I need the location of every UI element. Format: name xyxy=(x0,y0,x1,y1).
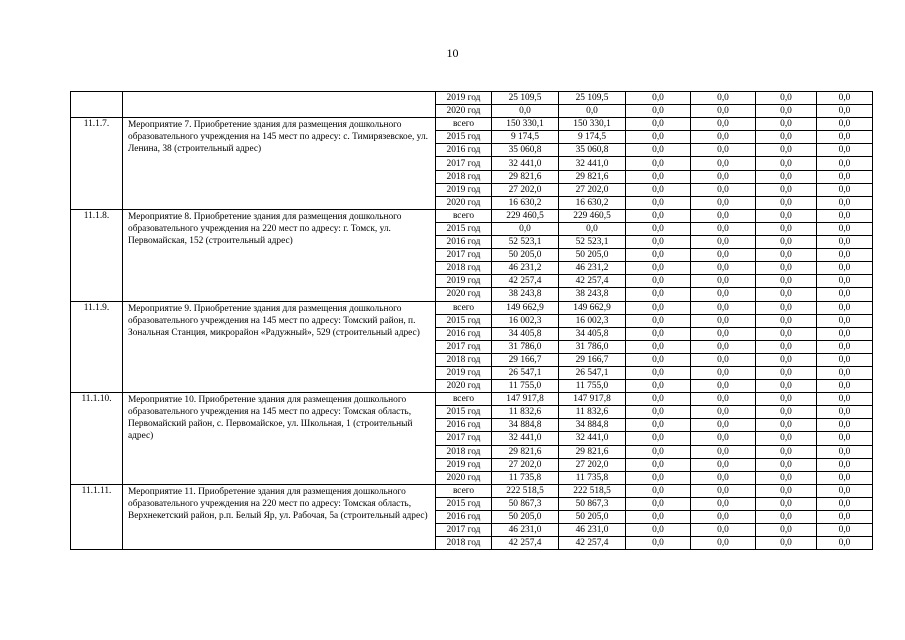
amount-cell: 32 441,0 xyxy=(492,432,559,445)
amount-cell: 0,0 xyxy=(691,366,756,379)
amount-cell: 0,0 xyxy=(756,262,817,275)
amount-cell: 16 630,2 xyxy=(559,196,626,209)
amount-cell: 52 523,1 xyxy=(559,236,626,249)
amount-cell: 0,0 xyxy=(626,275,691,288)
amount-cell: 27 202,0 xyxy=(492,183,559,196)
amount-cell: 34 405,8 xyxy=(492,327,559,340)
amount-cell: 31 786,0 xyxy=(492,340,559,353)
table-row xyxy=(71,484,873,497)
amount-cell: 0,0 xyxy=(626,92,691,105)
amount-cell: 0,0 xyxy=(626,406,691,419)
amount-cell: 0,0 xyxy=(817,471,873,484)
amount-cell: 147 917,8 xyxy=(492,393,559,406)
amount-cell: 229 460,5 xyxy=(559,209,626,222)
measure-code: 11.1.7. xyxy=(71,118,123,210)
amount-cell: 0,0 xyxy=(817,288,873,301)
amount-cell: 29 821,6 xyxy=(559,170,626,183)
amount-cell: 0,0 xyxy=(817,406,873,419)
table-row xyxy=(71,209,873,222)
period-cell: 2015 год xyxy=(436,131,492,144)
amount-cell: 222 518,5 xyxy=(492,484,559,497)
amount-cell: 0,0 xyxy=(756,301,817,314)
amount-cell: 0,0 xyxy=(756,275,817,288)
amount-cell: 46 231,0 xyxy=(492,524,559,537)
measure-code xyxy=(71,92,123,118)
amount-cell: 0,0 xyxy=(691,144,756,157)
amount-cell: 0,0 xyxy=(817,262,873,275)
amount-cell: 35 060,8 xyxy=(492,144,559,157)
amount-cell: 222 518,5 xyxy=(559,484,626,497)
amount-cell: 0,0 xyxy=(626,432,691,445)
amount-cell: 0,0 xyxy=(756,432,817,445)
period-cell: 2019 год xyxy=(436,275,492,288)
period-cell: 2020 год xyxy=(436,105,492,118)
amount-cell: 0,0 xyxy=(817,183,873,196)
measure-description: Мероприятие 7. Приобретение здания для размещения дошкольного образовательного учреждения на 145 мест по адресу: с. Тимирязевское, ул. Ленина, 38 (строительный адрес) xyxy=(123,118,436,210)
amount-cell: 42 257,4 xyxy=(559,537,626,550)
measure-description: Мероприятие 8. Приобретение здания для размещения дошкольного образовательного учреждения на 220 мест по адресу: г. Томск, ул. Первомайская, 152 (строительный адрес) xyxy=(123,209,436,301)
period-cell: 2018 год xyxy=(436,353,492,366)
amount-cell: 0,0 xyxy=(817,196,873,209)
period-cell: 2019 год xyxy=(436,92,492,105)
amount-cell: 0,0 xyxy=(817,105,873,118)
amount-cell: 9 174,5 xyxy=(492,131,559,144)
amount-cell: 50 205,0 xyxy=(559,511,626,524)
amount-cell: 0,0 xyxy=(817,170,873,183)
amount-cell: 0,0 xyxy=(817,209,873,222)
amount-cell: 0,0 xyxy=(559,222,626,235)
funding-table xyxy=(70,91,873,550)
table-row xyxy=(71,301,873,314)
amount-cell: 0,0 xyxy=(691,275,756,288)
amount-cell: 9 174,5 xyxy=(559,131,626,144)
amount-cell: 0,0 xyxy=(626,157,691,170)
amount-cell: 42 257,4 xyxy=(492,275,559,288)
amount-cell: 29 821,6 xyxy=(492,445,559,458)
period-cell: всего xyxy=(436,484,492,497)
page-number: 10 xyxy=(446,46,459,60)
amount-cell: 0,0 xyxy=(492,222,559,235)
amount-cell: 0,0 xyxy=(756,393,817,406)
amount-cell: 0,0 xyxy=(817,301,873,314)
amount-cell: 0,0 xyxy=(691,118,756,131)
amount-cell: 0,0 xyxy=(626,209,691,222)
amount-cell: 0,0 xyxy=(817,524,873,537)
period-cell: 2018 год xyxy=(436,537,492,550)
amount-cell: 0,0 xyxy=(756,340,817,353)
amount-cell: 0,0 xyxy=(626,288,691,301)
amount-cell: 0,0 xyxy=(756,327,817,340)
amount-cell: 0,0 xyxy=(626,196,691,209)
amount-cell: 0,0 xyxy=(691,340,756,353)
amount-cell: 0,0 xyxy=(756,524,817,537)
amount-cell: 0,0 xyxy=(817,275,873,288)
amount-cell: 0,0 xyxy=(626,314,691,327)
amount-cell: 0,0 xyxy=(817,340,873,353)
amount-cell: 0,0 xyxy=(756,353,817,366)
amount-cell: 0,0 xyxy=(691,537,756,550)
amount-cell: 147 917,8 xyxy=(559,393,626,406)
amount-cell: 0,0 xyxy=(626,471,691,484)
amount-cell: 0,0 xyxy=(691,301,756,314)
measure-code: 11.1.11. xyxy=(71,484,123,549)
period-cell: всего xyxy=(436,301,492,314)
amount-cell: 38 243,8 xyxy=(559,288,626,301)
amount-cell: 0,0 xyxy=(691,458,756,471)
measure-description: Мероприятие 9. Приобретение здания для размещения дошкольного образовательного учреждения на 145 мест по адресу: Томский район, п. Зональная Станция, микрорайон «Радужный», 529 (строительный адрес) xyxy=(123,301,436,393)
amount-cell: 0,0 xyxy=(626,353,691,366)
amount-cell: 0,0 xyxy=(626,537,691,550)
period-cell: 2017 год xyxy=(436,157,492,170)
amount-cell: 0,0 xyxy=(756,314,817,327)
amount-cell: 0,0 xyxy=(817,236,873,249)
amount-cell: 0,0 xyxy=(626,340,691,353)
amount-cell: 0,0 xyxy=(756,458,817,471)
period-cell: 2015 год xyxy=(436,406,492,419)
amount-cell: 0,0 xyxy=(756,497,817,510)
period-cell: всего xyxy=(436,393,492,406)
amount-cell: 0,0 xyxy=(691,170,756,183)
period-cell: 2020 год xyxy=(436,288,492,301)
amount-cell: 0,0 xyxy=(691,314,756,327)
measure-description xyxy=(123,92,436,118)
amount-cell: 0,0 xyxy=(817,458,873,471)
amount-cell: 0,0 xyxy=(691,445,756,458)
amount-cell: 0,0 xyxy=(691,524,756,537)
amount-cell: 229 460,5 xyxy=(492,209,559,222)
amount-cell: 0,0 xyxy=(756,406,817,419)
amount-cell: 0,0 xyxy=(756,380,817,393)
amount-cell: 0,0 xyxy=(691,497,756,510)
amount-cell: 0,0 xyxy=(492,105,559,118)
amount-cell: 0,0 xyxy=(756,196,817,209)
amount-cell: 0,0 xyxy=(691,92,756,105)
amount-cell: 0,0 xyxy=(817,380,873,393)
amount-cell: 0,0 xyxy=(626,393,691,406)
amount-cell: 0,0 xyxy=(817,314,873,327)
period-cell: 2020 год xyxy=(436,196,492,209)
amount-cell: 32 441,0 xyxy=(559,432,626,445)
amount-cell: 29 821,6 xyxy=(559,445,626,458)
amount-cell: 0,0 xyxy=(691,209,756,222)
amount-cell: 149 662,9 xyxy=(559,301,626,314)
amount-cell: 16 002,3 xyxy=(559,314,626,327)
measure-code: 11.1.9. xyxy=(71,301,123,393)
measure-description: Мероприятие 10. Приобретение здания для размещения дошкольного образовательного учреждения на 145 мест по адресу: Томская область, Первомайский район, с. Первомайское, ул. Школьная, 1 (строительный адрес) xyxy=(123,393,436,485)
amount-cell: 0,0 xyxy=(626,249,691,262)
amount-cell: 0,0 xyxy=(626,445,691,458)
amount-cell: 0,0 xyxy=(756,144,817,157)
amount-cell: 0,0 xyxy=(817,157,873,170)
amount-cell: 42 257,4 xyxy=(492,537,559,550)
amount-cell: 0,0 xyxy=(691,393,756,406)
amount-cell: 0,0 xyxy=(691,327,756,340)
amount-cell: 0,0 xyxy=(817,222,873,235)
amount-cell: 0,0 xyxy=(691,105,756,118)
amount-cell: 0,0 xyxy=(756,419,817,432)
amount-cell: 34 884,8 xyxy=(559,419,626,432)
amount-cell: 34 884,8 xyxy=(492,419,559,432)
amount-cell: 16 002,3 xyxy=(492,314,559,327)
period-cell: 2020 год xyxy=(436,471,492,484)
amount-cell: 0,0 xyxy=(817,511,873,524)
amount-cell: 0,0 xyxy=(817,497,873,510)
amount-cell: 149 662,9 xyxy=(492,301,559,314)
amount-cell: 29 166,7 xyxy=(492,353,559,366)
amount-cell: 0,0 xyxy=(691,131,756,144)
amount-cell: 0,0 xyxy=(626,222,691,235)
amount-cell: 32 441,0 xyxy=(492,157,559,170)
amount-cell: 0,0 xyxy=(626,183,691,196)
period-cell: 2015 год xyxy=(436,314,492,327)
amount-cell: 0,0 xyxy=(756,157,817,170)
table-row xyxy=(71,393,873,406)
amount-cell: 0,0 xyxy=(691,419,756,432)
amount-cell: 0,0 xyxy=(817,144,873,157)
measure-description: Мероприятие 11. Приобретение здания для размещения дошкольного образовательного учреждения на 220 мест по адресу: Томская область, Верхнекетский район, р.п. Белый Яр, ул. Рабочая, 5а (строительный адрес) xyxy=(123,484,436,549)
period-cell: 2018 год xyxy=(436,445,492,458)
period-cell: 2015 год xyxy=(436,222,492,235)
amount-cell: 50 867,3 xyxy=(492,497,559,510)
amount-cell: 0,0 xyxy=(691,353,756,366)
amount-cell: 0,0 xyxy=(626,144,691,157)
amount-cell: 11 832,6 xyxy=(492,406,559,419)
amount-cell: 0,0 xyxy=(691,471,756,484)
period-cell: 2017 год xyxy=(436,340,492,353)
period-cell: 2016 год xyxy=(436,236,492,249)
amount-cell: 0,0 xyxy=(756,131,817,144)
amount-cell: 27 202,0 xyxy=(559,183,626,196)
amount-cell: 0,0 xyxy=(756,209,817,222)
amount-cell: 0,0 xyxy=(691,288,756,301)
amount-cell: 26 547,1 xyxy=(492,366,559,379)
amount-cell: 32 441,0 xyxy=(559,157,626,170)
amount-cell: 0,0 xyxy=(756,236,817,249)
period-cell: 2016 год xyxy=(436,511,492,524)
amount-cell: 46 231,2 xyxy=(492,262,559,275)
amount-cell: 0,0 xyxy=(756,183,817,196)
amount-cell: 0,0 xyxy=(691,236,756,249)
period-cell: 2015 год xyxy=(436,497,492,510)
amount-cell: 26 547,1 xyxy=(559,366,626,379)
amount-cell: 0,0 xyxy=(691,222,756,235)
period-cell: 2018 год xyxy=(436,170,492,183)
amount-cell: 0,0 xyxy=(756,105,817,118)
amount-cell: 0,0 xyxy=(817,131,873,144)
amount-cell: 0,0 xyxy=(691,432,756,445)
amount-cell: 0,0 xyxy=(756,249,817,262)
amount-cell: 0,0 xyxy=(691,183,756,196)
amount-cell: 0,0 xyxy=(756,445,817,458)
amount-cell: 0,0 xyxy=(756,366,817,379)
amount-cell: 0,0 xyxy=(817,393,873,406)
amount-cell: 0,0 xyxy=(817,92,873,105)
amount-cell: 0,0 xyxy=(691,249,756,262)
amount-cell: 0,0 xyxy=(817,353,873,366)
amount-cell: 11 832,6 xyxy=(559,406,626,419)
amount-cell: 0,0 xyxy=(756,170,817,183)
period-cell: 2018 год xyxy=(436,262,492,275)
amount-cell: 16 630,2 xyxy=(492,196,559,209)
measure-code: 11.1.10. xyxy=(71,393,123,485)
amount-cell: 25 109,5 xyxy=(559,92,626,105)
period-cell: 2017 год xyxy=(436,249,492,262)
amount-cell: 0,0 xyxy=(691,406,756,419)
amount-cell: 0,0 xyxy=(817,327,873,340)
amount-cell: 0,0 xyxy=(626,301,691,314)
amount-cell: 0,0 xyxy=(756,511,817,524)
amount-cell: 0,0 xyxy=(756,484,817,497)
amount-cell: 0,0 xyxy=(817,537,873,550)
amount-cell: 0,0 xyxy=(626,131,691,144)
amount-cell: 42 257,4 xyxy=(559,275,626,288)
amount-cell: 0,0 xyxy=(559,105,626,118)
measure-code: 11.1.8. xyxy=(71,209,123,301)
amount-cell: 0,0 xyxy=(626,262,691,275)
amount-cell: 0,0 xyxy=(626,105,691,118)
amount-cell: 0,0 xyxy=(691,511,756,524)
period-cell: 2020 год xyxy=(436,380,492,393)
amount-cell: 11 735,8 xyxy=(559,471,626,484)
amount-cell: 0,0 xyxy=(626,511,691,524)
amount-cell: 0,0 xyxy=(756,118,817,131)
table-row xyxy=(71,92,873,105)
amount-cell: 0,0 xyxy=(756,222,817,235)
amount-cell: 50 205,0 xyxy=(559,249,626,262)
amount-cell: 50 867,3 xyxy=(559,497,626,510)
amount-cell: 0,0 xyxy=(626,366,691,379)
amount-cell: 27 202,0 xyxy=(492,458,559,471)
period-cell: 2019 год xyxy=(436,458,492,471)
table-row xyxy=(71,118,873,131)
amount-cell: 0,0 xyxy=(626,118,691,131)
amount-cell: 0,0 xyxy=(817,419,873,432)
amount-cell: 0,0 xyxy=(691,157,756,170)
period-cell: всего xyxy=(436,209,492,222)
amount-cell: 0,0 xyxy=(691,484,756,497)
amount-cell: 0,0 xyxy=(817,366,873,379)
amount-cell: 0,0 xyxy=(756,288,817,301)
amount-cell: 29 821,6 xyxy=(492,170,559,183)
amount-cell: 34 405,8 xyxy=(559,327,626,340)
period-cell: 2017 год xyxy=(436,524,492,537)
amount-cell: 0,0 xyxy=(626,327,691,340)
amount-cell: 0,0 xyxy=(626,380,691,393)
amount-cell: 0,0 xyxy=(817,445,873,458)
amount-cell: 0,0 xyxy=(626,484,691,497)
period-cell: 2016 год xyxy=(436,144,492,157)
amount-cell: 0,0 xyxy=(626,170,691,183)
amount-cell: 0,0 xyxy=(817,249,873,262)
amount-cell: 50 205,0 xyxy=(492,249,559,262)
amount-cell: 0,0 xyxy=(691,196,756,209)
amount-cell: 150 330,1 xyxy=(559,118,626,131)
period-cell: 2017 год xyxy=(436,432,492,445)
amount-cell: 0,0 xyxy=(626,419,691,432)
amount-cell: 0,0 xyxy=(691,380,756,393)
amount-cell: 25 109,5 xyxy=(492,92,559,105)
amount-cell: 0,0 xyxy=(756,471,817,484)
period-cell: 2019 год xyxy=(436,183,492,196)
amount-cell: 50 205,0 xyxy=(492,511,559,524)
period-cell: 2019 год xyxy=(436,366,492,379)
amount-cell: 0,0 xyxy=(756,537,817,550)
amount-cell: 11 735,8 xyxy=(492,471,559,484)
amount-cell: 46 231,2 xyxy=(559,262,626,275)
amount-cell: 31 786,0 xyxy=(559,340,626,353)
amount-cell: 0,0 xyxy=(626,497,691,510)
amount-cell: 0,0 xyxy=(817,432,873,445)
amount-cell: 0,0 xyxy=(817,118,873,131)
amount-cell: 0,0 xyxy=(626,236,691,249)
amount-cell: 46 231,0 xyxy=(559,524,626,537)
period-cell: 2016 год xyxy=(436,327,492,340)
amount-cell: 38 243,8 xyxy=(492,288,559,301)
amount-cell: 27 202,0 xyxy=(559,458,626,471)
amount-cell: 29 166,7 xyxy=(559,353,626,366)
amount-cell: 0,0 xyxy=(626,458,691,471)
amount-cell: 35 060,8 xyxy=(559,144,626,157)
amount-cell: 11 755,0 xyxy=(559,380,626,393)
period-cell: 2016 год xyxy=(436,419,492,432)
amount-cell: 52 523,1 xyxy=(492,236,559,249)
amount-cell: 0,0 xyxy=(756,92,817,105)
amount-cell: 150 330,1 xyxy=(492,118,559,131)
amount-cell: 0,0 xyxy=(626,524,691,537)
amount-cell: 0,0 xyxy=(817,484,873,497)
period-cell: всего xyxy=(436,118,492,131)
amount-cell: 11 755,0 xyxy=(492,380,559,393)
amount-cell: 0,0 xyxy=(691,262,756,275)
table-body xyxy=(71,92,873,550)
